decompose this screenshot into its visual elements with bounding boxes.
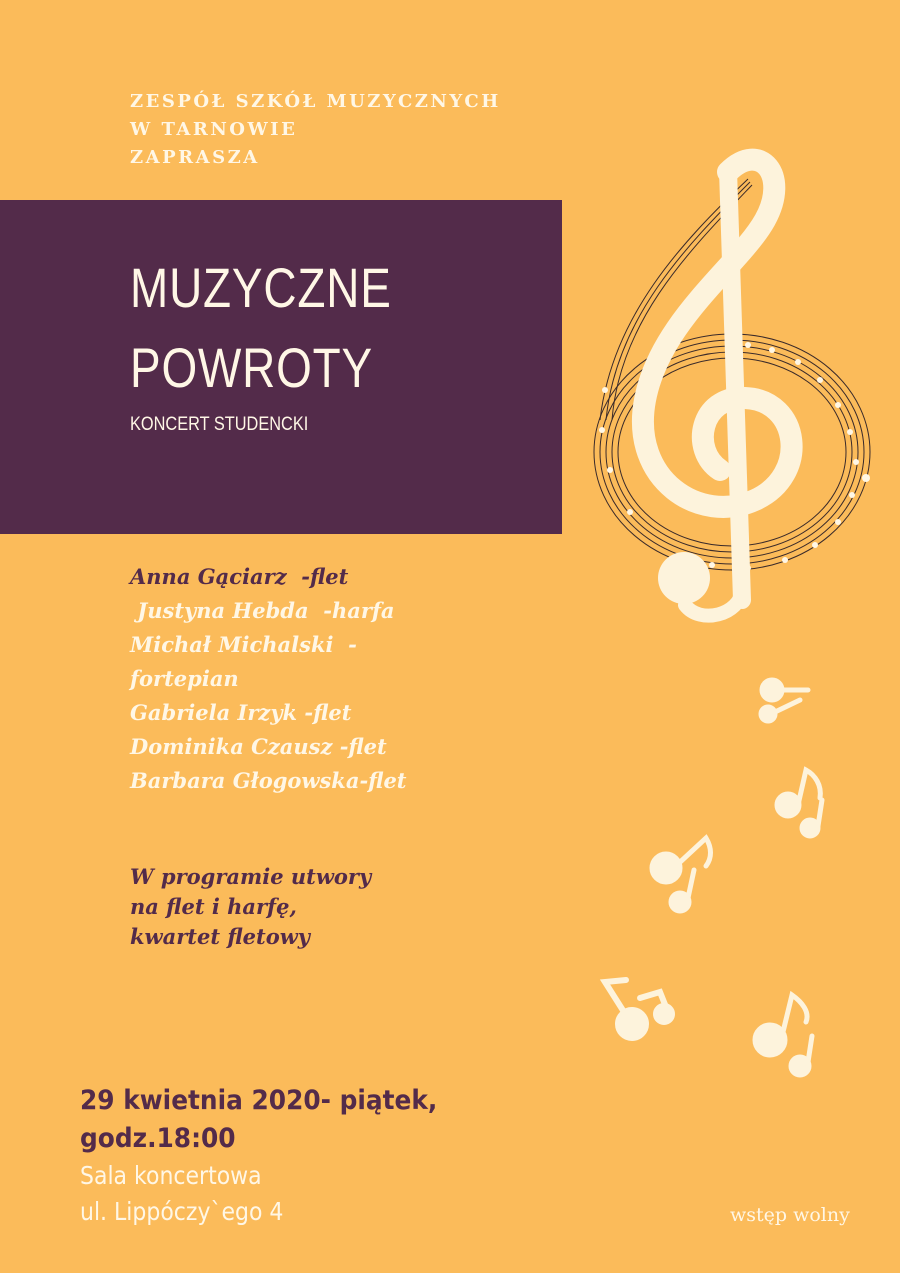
organizer-line-1: ZESPÓŁ SZKÓŁ MUZYCZNYCH <box>130 91 501 112</box>
free-entry-note: wstęp wolny <box>730 1204 850 1226</box>
organizer-line-3: ZAPRASZA <box>130 147 260 168</box>
music-note-icon <box>755 995 812 1075</box>
performer-item: fortepian <box>130 666 239 691</box>
program-line-3: kwartet fletowy <box>130 924 310 949</box>
performer-item: Justyna Hebda -harfa <box>130 598 395 623</box>
concert-subtitle: KONCERT STUDENCKI <box>130 414 309 435</box>
music-note-icon <box>652 838 711 911</box>
music-note-icon <box>777 770 822 836</box>
music-note-icon <box>605 980 672 1038</box>
event-time: godz.18:00 <box>80 1123 236 1154</box>
venue-hall: Sala koncertowa <box>80 1161 262 1190</box>
program-line-2: na flet i harfę, <box>130 894 297 919</box>
performer-item: Anna Gąciarz -flet <box>130 564 349 589</box>
program-line-1: W programie utwory <box>130 864 372 889</box>
organizer-line-2: W TARNOWIE <box>130 119 298 140</box>
performer-item: Gabriela Irzyk -flet <box>130 700 352 725</box>
title-line-2: POWROTY <box>130 336 373 399</box>
performer-item: Barbara Głogowska-flet <box>130 768 407 793</box>
event-date: 29 kwietnia 2020- piątek, <box>80 1085 438 1116</box>
venue-address: ul. Lippóczy`ego 4 <box>80 1197 284 1226</box>
clef-tail-icon <box>658 552 710 604</box>
music-note-icon <box>761 680 808 721</box>
title-line-1: MUZYCZNE <box>130 256 392 319</box>
performer-item: Michał Michalski - <box>130 632 357 657</box>
performer-item: Dominika Czausz -flet <box>130 734 387 759</box>
